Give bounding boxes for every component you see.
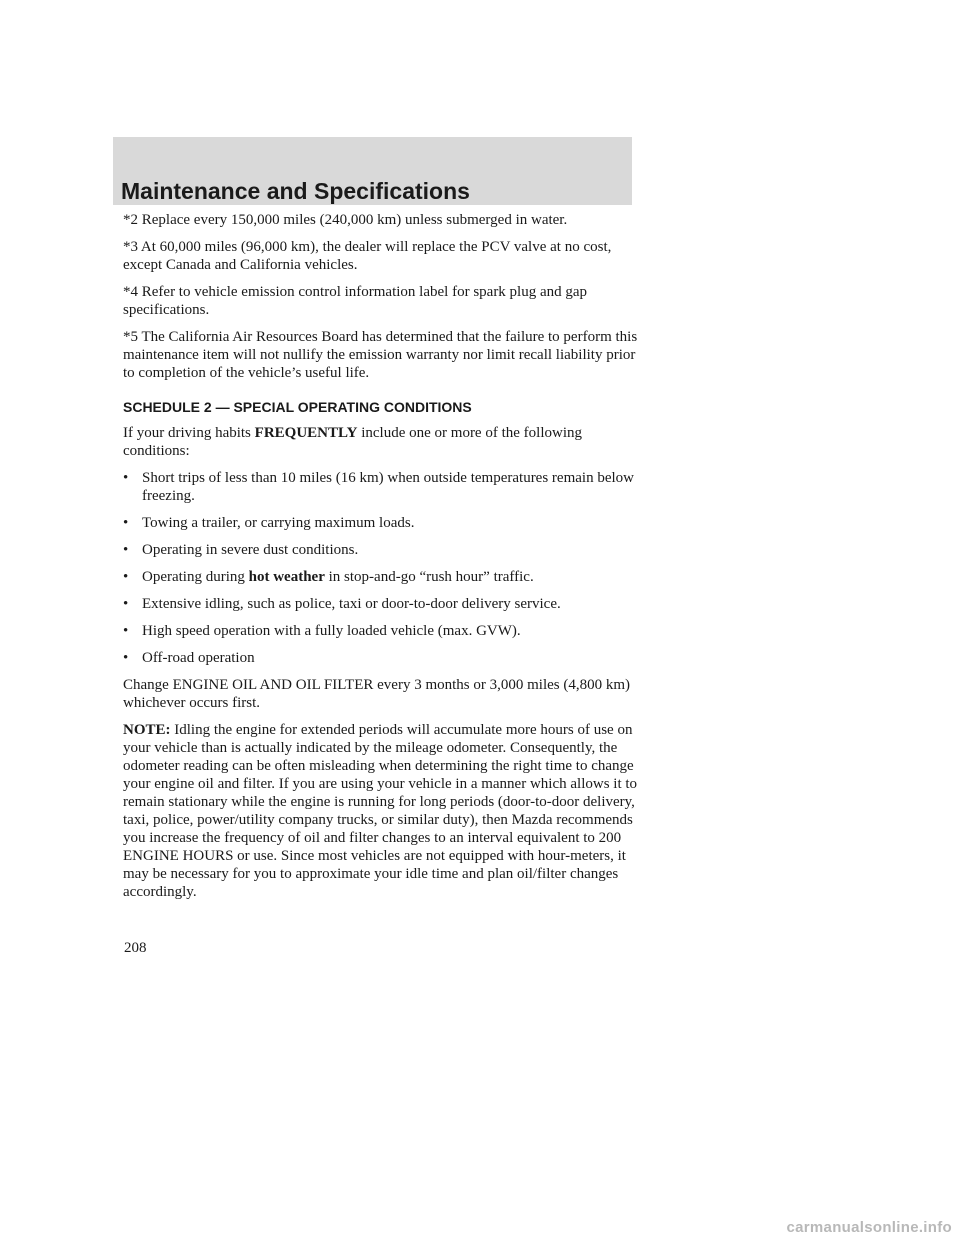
change-oil-instruction: Change ENGINE OIL AND OIL FILTER every 3 months or 3,000 miles (4,800 km) whichever occurs first. xyxy=(123,677,631,711)
footnote-3: *3 At 60,000 miles (96,000 km), the dealer will replace the PCV valve at no cost, except Canada and California vehicles. xyxy=(123,239,612,273)
bullet-icon: • xyxy=(123,470,129,486)
bullet-icon: • xyxy=(123,515,129,531)
note-paragraph xyxy=(123,721,643,901)
list-item xyxy=(123,649,643,667)
schedule-heading: SCHEDULE 2 — SPECIAL OPERATING CONDITIONS xyxy=(123,399,472,415)
conditions-list xyxy=(123,469,643,667)
condition-text: Off-road operation xyxy=(142,650,255,666)
condition-text: Short trips of less than 10 miles (16 km) when outside temperatures remain below freezing. xyxy=(142,470,634,504)
condition-text-after: in stop-and-go “rush hour” traffic. xyxy=(324,569,534,585)
condition-text-before: Operating during xyxy=(142,569,249,585)
list-item xyxy=(123,595,643,613)
section-title: Maintenance and Specifications xyxy=(121,178,470,204)
intro-emphasis: FREQUENTLY xyxy=(254,425,358,441)
intro-text-after: include one or more of the following conditions: xyxy=(123,425,582,459)
note-label: NOTE: xyxy=(123,722,171,738)
bullet-icon: • xyxy=(123,542,129,558)
note-text: Idling the engine for extended periods will accumulate more hours of use on your vehicle than is actually indicated by the mileage odometer. Consequently, the odometer reading can be often misleading when determining the right time to change your engine oil and filter. If you are using your vehicle in a manner which allows it to remain stationary while the engine is running for long periods (door-to-door delivery, taxi, police, power/utility company trucks, or similar duty), then Mazda recommends you increase the frequency of oil and filter changes to an interval equivalent to 200 ENGINE HOURS or use. Since most vehicles are not equipped with hour-meters, it may be necessary for you to approximate your idle time and plan oil/filter changes accordingly. xyxy=(123,722,638,900)
list-item xyxy=(123,514,643,532)
bullet-icon: • xyxy=(123,569,129,585)
page-content xyxy=(123,211,643,910)
bullet-icon: • xyxy=(123,596,129,612)
watermark: carmanualsonline.info xyxy=(786,1219,952,1236)
bullet-icon: • xyxy=(123,623,129,639)
list-item xyxy=(123,541,643,559)
list-item xyxy=(123,622,643,640)
condition-text: High speed operation with a fully loaded vehicle (max. GVW). xyxy=(142,623,521,639)
condition-text: Operating in severe dust conditions. xyxy=(142,542,359,558)
schedule-intro xyxy=(123,424,643,460)
footnote-2: *2 Replace every 150,000 miles (240,000 km) unless submerged in water. xyxy=(123,212,568,228)
list-item xyxy=(123,568,643,586)
footnote-5: *5 The California Air Resources Board has determined that the failure to perform this maintenance item will not nullify the emission warranty nor limit recall liability prior to completion of the vehicle’s useful life. xyxy=(123,329,638,381)
bullet-icon: • xyxy=(123,650,129,666)
condition-emphasis: hot weather xyxy=(248,569,325,585)
condition-text: Extensive idling, such as police, taxi or door-to-door delivery service. xyxy=(142,596,561,612)
page-number: 208 xyxy=(124,940,147,956)
footnote-4: *4 Refer to vehicle emission control information label for spark plug and gap specifications. xyxy=(123,284,588,318)
list-item xyxy=(123,469,643,505)
condition-text: Towing a trailer, or carrying maximum loads. xyxy=(142,515,415,531)
intro-text-before: If your driving habits xyxy=(123,425,255,441)
